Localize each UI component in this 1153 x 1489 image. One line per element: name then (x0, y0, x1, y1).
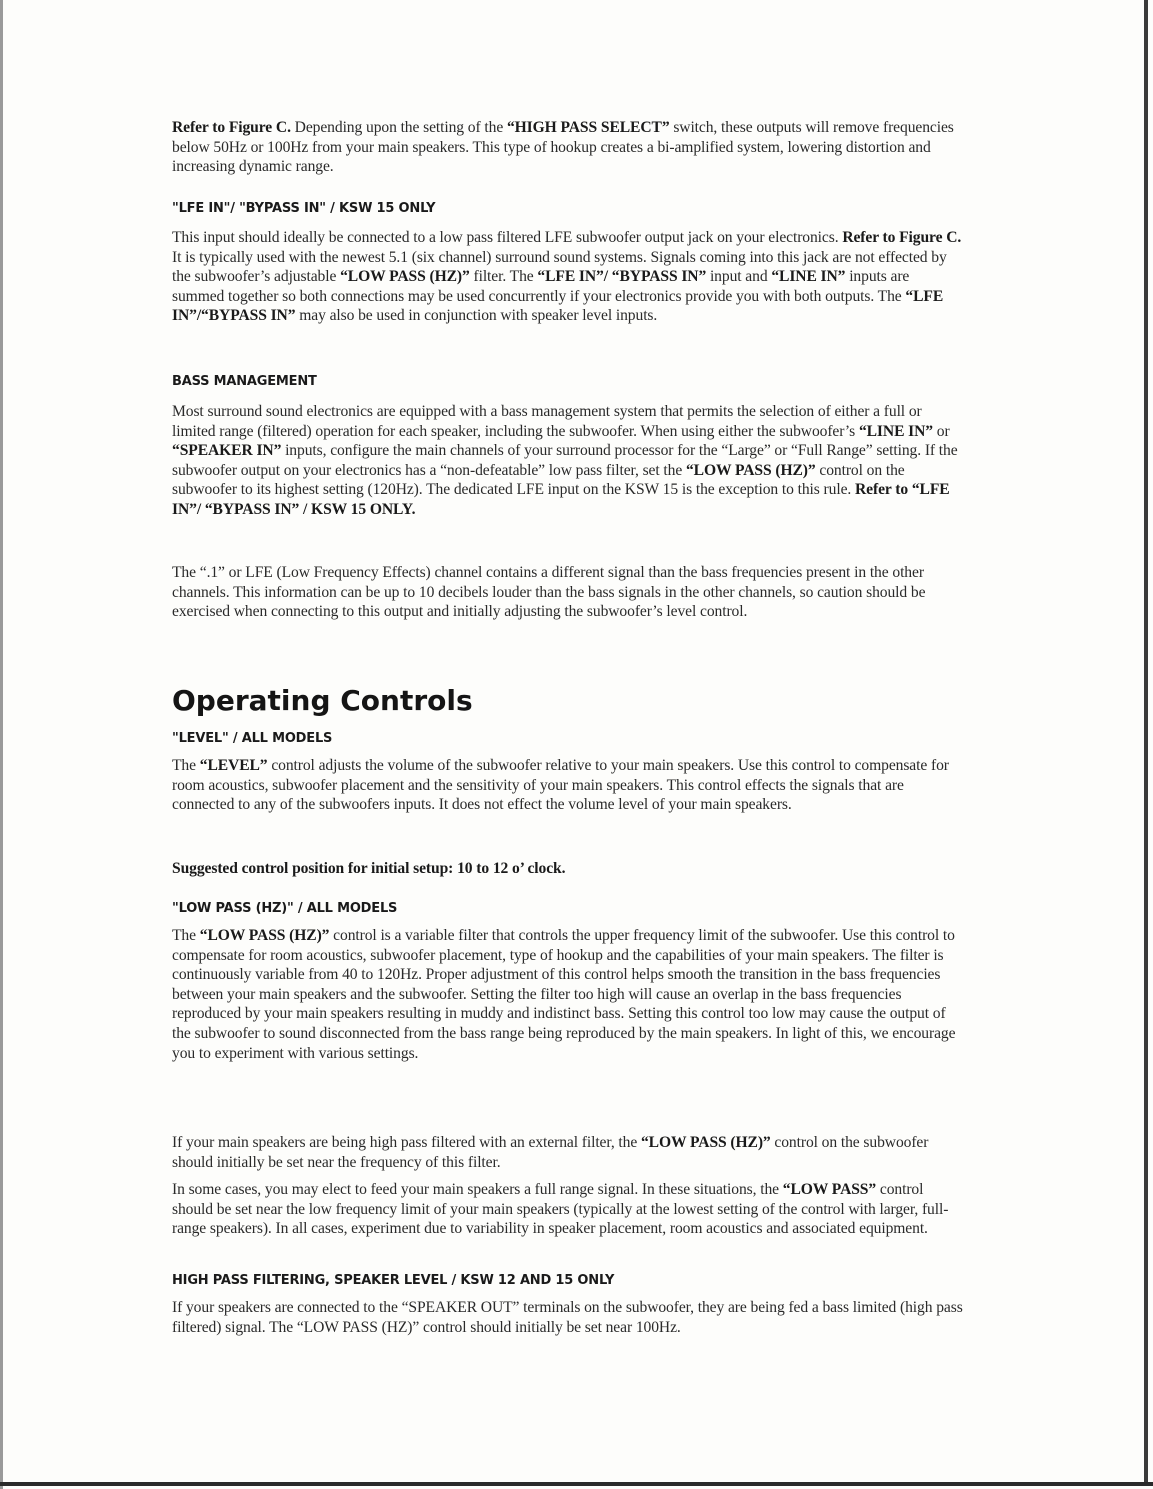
bold-text: “LFE IN”/ “BYPASS IN” (537, 268, 707, 286)
section-heading: "LFE IN"/ "BYPASS IN" / KSW 15 ONLY (172, 201, 436, 216)
text-run: control on the subwoofer to its highest setting (120Hz). The dedicated LFE input on the KSW 15 is the exception to this rule. (172, 461, 905, 499)
bold-text: Refer to Figure C. (172, 119, 291, 136)
section-heading: "LEVEL" / ALL MODELS (172, 731, 333, 746)
text-run: control on the subwoofer should initially be set near the frequency of this filter. (172, 1134, 929, 1171)
section-heading: HIGH PASS FILTERING, SPEAKER LEVEL / KSW 12 AND 15 ONLY (172, 1273, 615, 1288)
bold-text: “LOW PASS” (782, 1181, 877, 1198)
section-heading: BASS MANAGEMENT (172, 374, 317, 389)
paragraph (172, 859, 964, 879)
bold-text: “SPEAKER IN” (172, 442, 282, 460)
paragraph (172, 756, 964, 815)
text-run: control should be set near the low frequency limit of your main speakers (typically at the lowest setting of the control with larger, full-range speakers). In all cases, experiment due to variability in speaker placement, room acoustics and associated equipment. (172, 1181, 949, 1238)
text-run: control adjusts the volume of the subwoofer relative to your main speakers. Use this control to compensate for room acoustics, subwoofer placement and the sensitivity of your main speakers. This control effects the signals that are connected to any of the subwoofers inputs. It does not effect the volume level of your main speakers. (172, 757, 949, 814)
paragraph (172, 118, 964, 177)
text-run: switch, these outputs will remove frequencies below 50Hz or 100Hz from your main speakers. This type of hookup creates a bi-amplified system, lowering distortion and increasing dynamic range. (172, 119, 954, 176)
text-run: or (933, 422, 950, 440)
bold-text: Suggested control position for initial setup: 10 to 12 o’ clock. (172, 860, 566, 877)
scan-edge-bottom (0, 1482, 1153, 1486)
text-run: Most surround sound electronics are equipped with a bass management system that permits the selection of either a full or limited range (filtered) operation for each speaker, including the subwoofer. When using either the subwoofer’s (172, 403, 922, 440)
text-run: It is typically used with the newest 5.1 (six channel) surround sound systems. Signals coming into this jack are not effected by the subwoofer’s adjustable (172, 248, 947, 286)
text-run: The (172, 927, 200, 944)
text-run: may also be used in conjunction with speaker level inputs. (295, 307, 658, 325)
text-run: If your main speakers are being high pass filtered with an external filter, the (172, 1134, 641, 1151)
bold-text: “LEVEL” (199, 757, 268, 774)
bold-text: “LINE IN” (771, 268, 846, 286)
text-run: The (172, 757, 200, 774)
bold-text: Refer to Figure C. (842, 229, 962, 246)
paragraph (172, 1180, 964, 1239)
text-run: In some cases, you may elect to feed your main speakers a full range signal. In these situations, the (172, 1181, 783, 1198)
paragraph (172, 563, 964, 622)
text-run: inputs are summed together so both connections may be used concurrently if your electronics provide you with both outputs. The (172, 268, 910, 305)
text-run: inputs, configure the main channels of your surround processor for the “Large” or “Full Range” setting. If the subwoofer output on your electronics has a “non-defeatable” low pass filter, set the (172, 442, 958, 479)
text-run: filter. The (469, 268, 538, 286)
paragraph (172, 1298, 964, 1337)
scan-edge-right (1144, 0, 1148, 1484)
scan-edge-left (0, 0, 3, 1489)
paragraph (172, 926, 964, 1063)
text-run: control is a variable filter that controls the upper frequency limit of the subwoofer. Use this control to compensate for room acoustics, subwoofer placement, type of hookup and the capabilities of your main speakers. The filter is continuously variable from 40 to 120Hz. Proper adjustment of this control helps smooth the transition in the bass frequencies between your main speakers and the subwoofer. Setting the filter too high will cause an overlap in the bass frequencies reproduced by your main speakers resulting in muddy and indistinct bass. Setting this control too low may cause the output of the subwoofer to sound disconnected from the bass range being reproduced by the main speakers. In light of this, we encourage you to experiment with various settings. (172, 927, 956, 1062)
text-run: The “.1” or LFE (Low Frequency Effects) channel contains a different signal than the bass frequencies present in the other channels. This information can be up to 10 decibels louder than the bass signals in the other channels, so caution should be exercised when connecting to this output and initially adjusting the subwoofer’s level control. (172, 564, 926, 621)
text-run: This input should ideally be connected to a low pass filtered LFE subwoofer output jack on your electronics. (172, 229, 843, 246)
text-run: input and (706, 268, 772, 286)
paragraph (172, 228, 964, 326)
paragraph (172, 1133, 964, 1172)
text-run: If your speakers are connected to the “SPEAKER OUT” terminals on the subwoofer, they are being fed a bass limited (high pass filtered) signal. The “LOW PASS (HZ)” control should initially be set near 100Hz. (172, 1299, 963, 1336)
bold-text: “LOW PASS (HZ)” (199, 927, 330, 944)
text-run: Depending upon the setting of the (290, 119, 507, 136)
bold-text: “HIGH PASS SELECT” (506, 119, 670, 136)
section-heading: "LOW PASS (HZ)" / ALL MODELS (172, 901, 398, 916)
bold-text: Refer to “LFE IN”/ “BYPASS IN” / KSW 15 ONLY. (172, 481, 950, 518)
bold-text: “LOW PASS (HZ)” (640, 1134, 771, 1151)
bold-text: “LINE IN” (858, 422, 933, 440)
bold-text: “LOW PASS (HZ)” (685, 461, 816, 479)
bold-text: “LFE IN”/“BYPASS IN” (172, 287, 944, 325)
paragraph (172, 402, 964, 520)
page-title: Operating Controls (172, 684, 473, 717)
bold-text: “LOW PASS (HZ)” (340, 268, 470, 286)
